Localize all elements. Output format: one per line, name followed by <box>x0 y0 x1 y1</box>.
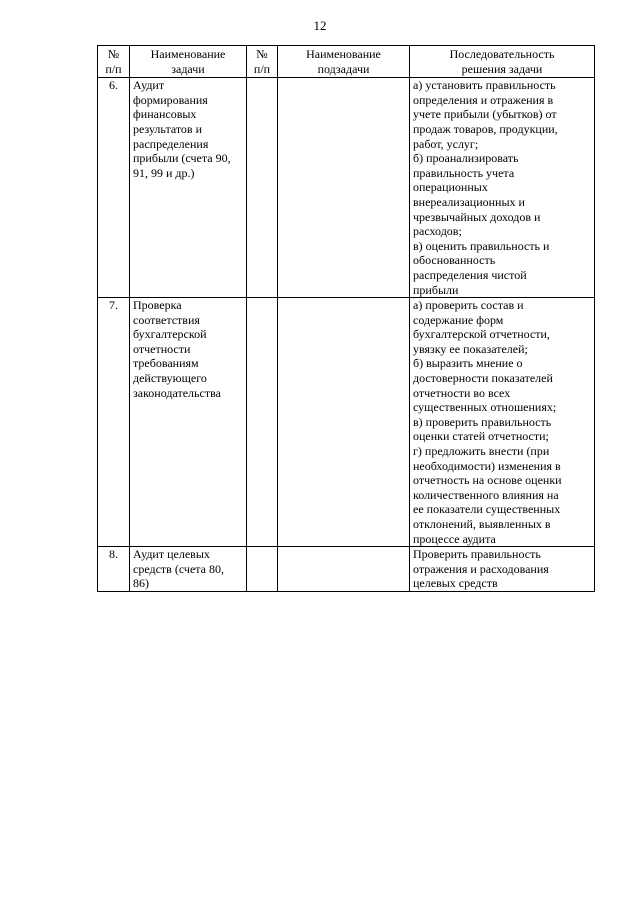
solution-sequence-cell <box>410 298 595 547</box>
header-text: № <box>256 47 268 61</box>
solution-step-line: количественного влияния на <box>413 487 559 502</box>
header-text: № <box>107 47 120 61</box>
solution-step-line: ее показатели существенных <box>413 502 561 517</box>
solution-step-line: правильность учета <box>413 165 515 180</box>
task-name-line: бухгалтерской <box>133 327 207 342</box>
solution-step-line: содержание форм <box>413 312 504 327</box>
solution-step-line: учете прибыли (убытков) от <box>413 107 557 122</box>
task-name-line: формирования <box>133 92 208 107</box>
task-name-line: распределения <box>133 136 209 151</box>
task-name-line: Аудит <box>133 78 165 93</box>
subtask-number-cell <box>247 78 278 298</box>
task-name-line: средств (счета 80, <box>133 561 224 576</box>
solution-step-line: оценки статей отчетности; <box>413 429 549 444</box>
solution-step-line: продаж товаров, продукции, <box>413 121 558 136</box>
solution-step-line: распределения чистой <box>413 267 527 282</box>
task-name-line: соответствия <box>133 312 200 327</box>
subtask-name-cell <box>278 547 410 592</box>
table-row <box>98 547 595 592</box>
header-cell-subnumber <box>247 46 278 78</box>
solution-step-line: отклонений, выявленных в <box>413 517 551 531</box>
solution-step-line: чрезвычайных доходов и <box>413 209 541 224</box>
header-text: Наименование <box>150 47 226 61</box>
header-cell-task-name <box>130 46 247 78</box>
header-text: решения задачи <box>461 61 543 76</box>
table-row <box>98 78 595 298</box>
solution-step-line: обоснованность <box>413 253 496 268</box>
solution-step-line: отчетность на основе оценки <box>413 473 562 488</box>
subtask-number-cell <box>247 298 278 547</box>
audit-tasks-table <box>97 45 595 592</box>
solution-step-line: существенных отношениях; <box>413 400 557 415</box>
task-name-cell <box>130 78 247 298</box>
task-name-line: финансовых <box>133 107 197 122</box>
header-cell-subtask-name <box>278 46 410 78</box>
subtask-name-cell <box>278 298 410 547</box>
solution-sequence-cell <box>410 547 595 592</box>
header-text: Наименование <box>306 47 381 61</box>
header-text: подзадачи <box>317 61 370 76</box>
task-name-cell <box>130 298 247 547</box>
task-name-line: Проверка <box>133 298 182 313</box>
task-name-line: 91, 99 и др.) <box>133 165 195 180</box>
row-number-cell: 6. <box>98 78 130 298</box>
solution-step-line: достоверности показателей <box>413 371 553 386</box>
subtask-number-cell <box>247 547 278 592</box>
solution-step-line: г) предложить внести (при <box>413 444 550 459</box>
table-row <box>98 298 595 547</box>
task-name-line: Аудит целевых <box>133 547 210 562</box>
solution-step-line: в) оценить правильность и <box>413 238 550 253</box>
solution-step-line: внереализационных и <box>413 194 525 209</box>
page-number: 12 <box>313 18 327 33</box>
solution-step-line: в) проверить правильность <box>413 414 552 429</box>
solution-step-line: целевых средств <box>413 576 498 591</box>
header-cell-solution-sequence <box>410 46 595 78</box>
solution-step-line: прибыли <box>413 282 459 297</box>
solution-step-line: необходимости) изменения в <box>413 458 561 473</box>
row-number-cell: 7. <box>98 298 130 547</box>
solution-step-line: Проверить правильность <box>413 547 541 562</box>
solution-step-line: расходов; <box>413 224 462 239</box>
solution-step-line: работ, услуг; <box>413 136 479 151</box>
task-name-line: результатов и <box>133 121 203 136</box>
task-name-line: прибыли (счета 90, <box>133 151 231 166</box>
solution-step-line: б) выразить мнение о <box>413 356 523 371</box>
solution-step-line: б) проанализировать <box>413 151 519 166</box>
header-text: п/п <box>105 61 122 76</box>
solution-step-line: отчетности во всех <box>413 385 511 400</box>
subtask-name-cell <box>278 78 410 298</box>
task-name-line: отчетности <box>133 341 191 356</box>
header-cell-number <box>98 46 130 78</box>
solution-sequence-cell <box>410 78 595 298</box>
solution-step-line: операционных <box>413 180 488 195</box>
solution-step-line: процессе аудита <box>413 531 496 546</box>
table-header-row <box>98 46 595 78</box>
task-name-line: законодательства <box>133 385 221 400</box>
task-name-line: действующего <box>133 371 207 386</box>
row-number-cell: 8. <box>98 547 130 592</box>
header-text: п/п <box>253 61 271 76</box>
solution-step-line: а) установить правильность <box>413 78 556 93</box>
task-name-line: 86) <box>133 576 149 591</box>
header-text: Последовательность <box>449 47 555 61</box>
header-text: задачи <box>171 61 205 76</box>
solution-step-line: определения и отражения в <box>413 92 554 107</box>
solution-step-line: а) проверить состав и <box>413 298 524 313</box>
solution-step-line: увязку ее показателей; <box>413 341 528 356</box>
solution-step-line: бухгалтерской отчетности, <box>413 327 550 342</box>
solution-step-line: отражения и расходования <box>413 561 549 576</box>
task-name-cell <box>130 547 247 592</box>
task-name-line: требованиям <box>133 356 199 371</box>
